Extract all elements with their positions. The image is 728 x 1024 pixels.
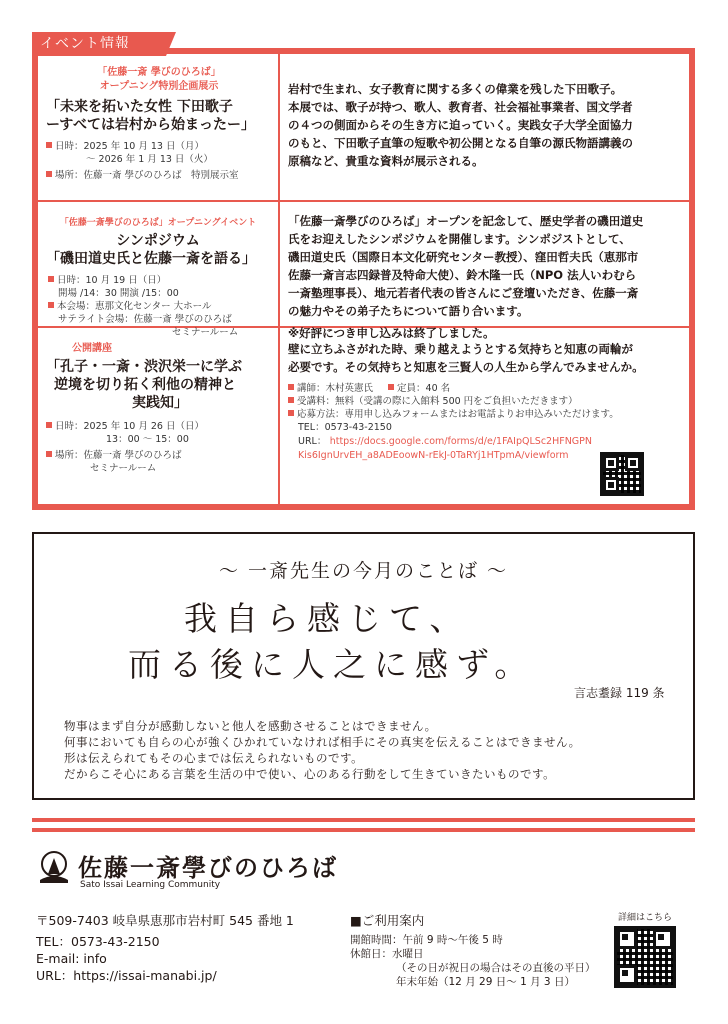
qr-corner — [603, 455, 619, 471]
event-3-desc-line: 必要です。その気持ちと知恵を三賢人の人生から学んでみませんか。 — [288, 360, 644, 374]
bullet-icon — [46, 451, 52, 457]
divider-stripe — [32, 818, 695, 822]
event-3-apply: 応募方法：専用申し込みフォームまたはお電話よりお申込みいただけます。 — [297, 409, 619, 420]
event-3-place: 場所：佐藤一斎 學びのひろば — [55, 450, 182, 461]
event-1-tag: 「佐藤一斎 學びのひろば」 — [97, 67, 221, 78]
bullet-icon — [288, 384, 294, 390]
event-1-date-end: 〜 2026 年 1 月 13 日（火） — [86, 154, 213, 165]
event-1-desc-line: の４つの側面からその生き方に迫っていく。実践女子大学全面協力 — [288, 118, 633, 132]
quote-body-line: 物事はまず自分が感動しないと他人を感動させることはできません。 — [64, 719, 437, 733]
divider-row-1 — [38, 200, 689, 202]
divider-vertical — [278, 54, 280, 504]
qr-label: 詳細はこちら — [617, 913, 672, 923]
event-2-title-1: シンポジウム — [116, 233, 200, 249]
event-2-desc-line: 一斎塾理事長）、地元若者代表の皆さんにご登壇いただき、佐藤一斎 — [288, 286, 639, 300]
event-3-url-label: URL： — [298, 436, 327, 447]
event-3-capacity: 定員：40 名 — [397, 383, 451, 394]
event-3-title-3: 実践知」 — [132, 395, 188, 411]
event-1-description — [288, 80, 688, 170]
event-box — [32, 48, 695, 510]
event-2-desc-line: 「佐藤一斎學びのひろば」オープンを記念して、歴史学者の磯田道史 — [288, 214, 644, 228]
event-3-title-1: 「孔子・一斎・渋沢栄一に学ぶ — [46, 359, 242, 375]
qr-corner — [617, 929, 637, 949]
bullet-icon — [288, 410, 294, 416]
event-1-title-1: 「未来を拓いた女性 下田歌子 — [46, 99, 233, 115]
qr-corner — [603, 477, 619, 493]
divider-stripe — [32, 828, 695, 832]
event-3-description — [288, 340, 693, 462]
footer-email[interactable]: E-mail: info — [36, 951, 107, 966]
event-2-satellite-room: セミナールーム — [172, 327, 239, 338]
qr-corner — [617, 965, 637, 985]
event-3-date: 日時：2025 年 10 月 26 日（日） — [55, 421, 204, 432]
event-2-note: ※好評につき申し込みは終了しました。 — [288, 326, 495, 340]
event-2-desc-line: 氏をお迎えしたシンポジウムを開催します。シンポジストとして、 — [288, 232, 631, 246]
guide-title: ■ご利用案内 — [350, 913, 425, 928]
qr-code-form[interactable] — [600, 452, 644, 496]
event-3-url-link[interactable]: https://docs.google.com/forms/d/e/1FAIpQLSc2HFNGPNKis6IgnUrvEH_a8ADEoowN-rEkJ-0TaRYj1HTpmA/viewform — [298, 436, 592, 461]
quote-body-line: だからこそ心にある言葉を生活の中で使い、心のある行動をして生きていきたいものです。 — [64, 767, 556, 781]
event-1-desc-line: 岩村で生まれ、女子教育に関する多くの偉業を残した下田歌子。 — [288, 82, 623, 96]
event-3-info — [46, 342, 274, 475]
guide-holidays: 年末年始（12 月 29 日〜 1 月 3 日） — [396, 976, 575, 988]
event-1-info — [46, 66, 272, 182]
guide-closed: 休館日：水曜日 — [350, 948, 424, 960]
event-3-lecturer: 講師：木村英憲氏 — [297, 383, 374, 394]
event-3-room: セミナールーム — [90, 463, 157, 474]
qr-corner — [625, 455, 641, 471]
bullet-icon — [46, 422, 52, 428]
event-1-desc-line: 原稿など、貴重な資料が展示される。 — [288, 154, 484, 168]
quote-box — [32, 532, 695, 800]
quote-line-2: 而る後に人之に感ず。 — [128, 645, 536, 684]
event-1-tag2: オープニング特別企画展示 — [99, 81, 219, 92]
event-2-description — [288, 212, 693, 342]
event-2-satellite: サテライト会場：佐藤一斎 學びのひろば — [58, 314, 232, 325]
event-1-desc-line: 本展では、歌子が持つ、歌人、教育者、社会福祉事業者、国文学者 — [288, 100, 633, 114]
event-1-place: 場所：佐藤一斎 學びのひろば 特別展示室 — [55, 170, 239, 181]
logo-text: 佐藤一斎學びのひろば — [78, 854, 338, 882]
footer-guide — [350, 912, 596, 989]
event-2-title-2: 「磯田道史氏と佐藤一斎を語る」 — [46, 251, 256, 267]
bullet-icon — [46, 142, 52, 148]
quote-body-line: 形は伝えられてもその心までは伝えられないものです。 — [64, 751, 364, 765]
event-2-desc-line: 佐藤一斎言志四録普及特命大使）、鈴木隆一氏（NPO 法人いわむら — [288, 268, 637, 282]
event-3-title-2: 逆境を切り拓く利他の精神と — [54, 377, 236, 393]
bullet-icon — [48, 302, 54, 308]
footer-address: 〒509-7403 岐阜県恵那市岩村町 545 番地 1 — [36, 913, 294, 928]
event-2-desc-line: の魅力やその弟子たちについて語り合います。 — [288, 304, 529, 318]
event-1-title-2: ーすべては岩村から始まったー」 — [46, 117, 256, 133]
bullet-icon — [46, 171, 52, 177]
event-2-venue: 本会場：恵那文化センター 大ホール — [57, 301, 212, 312]
qr-corner — [653, 929, 673, 949]
footer-tel: TEL：0573-43-2150 — [36, 934, 160, 949]
quote-source: 言志耋録 119 条 — [574, 686, 665, 700]
quote-body — [64, 718, 684, 782]
section-tab: イベント情報 — [32, 32, 166, 56]
footer-url[interactable]: URL：https://issai-manabi.jp/ — [36, 968, 217, 983]
guide-hours: 開館時間：午前 9 時〜午後 5 時 — [350, 934, 503, 946]
event-2-desc-line: 磯田道史氏（国際日本文化研究センター教授）、窪田哲夫氏（恵那市 — [288, 250, 639, 264]
event-3-tel: TEL：0573-43-2150 — [298, 422, 392, 433]
quote-body-line: 何事においても自らの心が強くひかれていなければ相手にその真実を伝えることはできません。 — [64, 735, 581, 749]
event-2-tag: 「佐藤一斎學びのひろば」オープニングイベント — [59, 218, 257, 228]
event-1-date: 日時：2025 年 10 月 13 日（月） — [55, 141, 204, 152]
footer-contact — [36, 912, 294, 984]
logo-subtitle: Sato Issai Learning Community — [80, 880, 221, 890]
event-3-tag: 公開講座 — [72, 343, 112, 354]
event-3-time: 13：00 〜 15：00 — [106, 434, 189, 445]
bullet-icon — [288, 397, 294, 403]
event-2-info — [42, 216, 274, 339]
event-2-date: 日時：10 月 19 日（日） — [57, 275, 167, 286]
event-1-desc-line: のもと、下田歌子直筆の短歌や初公開となる自筆の源氏物語講義の — [288, 136, 633, 150]
event-3-fee: 受講料：無料（受講の際に入館料 500 円をご負担いただきます） — [297, 396, 578, 407]
bullet-icon — [388, 384, 394, 390]
bullet-icon — [48, 276, 54, 282]
quote-line-1: 我自ら感じて、 — [184, 599, 471, 638]
event-3-desc-line: 壁に立ちふさがれた時、乗り越えようとする気持ちと知恵の両輪が — [288, 342, 633, 356]
event-2-time: 開場 /14：30 開演 /15：00 — [58, 288, 179, 299]
guide-closed-note: （その日が祝日の場合はその直後の平日） — [396, 962, 596, 974]
logo-mark-icon — [34, 850, 74, 886]
qr-code-website[interactable] — [614, 926, 676, 988]
quote-heading: 〜 一斎先生の今月のことば 〜 — [218, 560, 509, 582]
